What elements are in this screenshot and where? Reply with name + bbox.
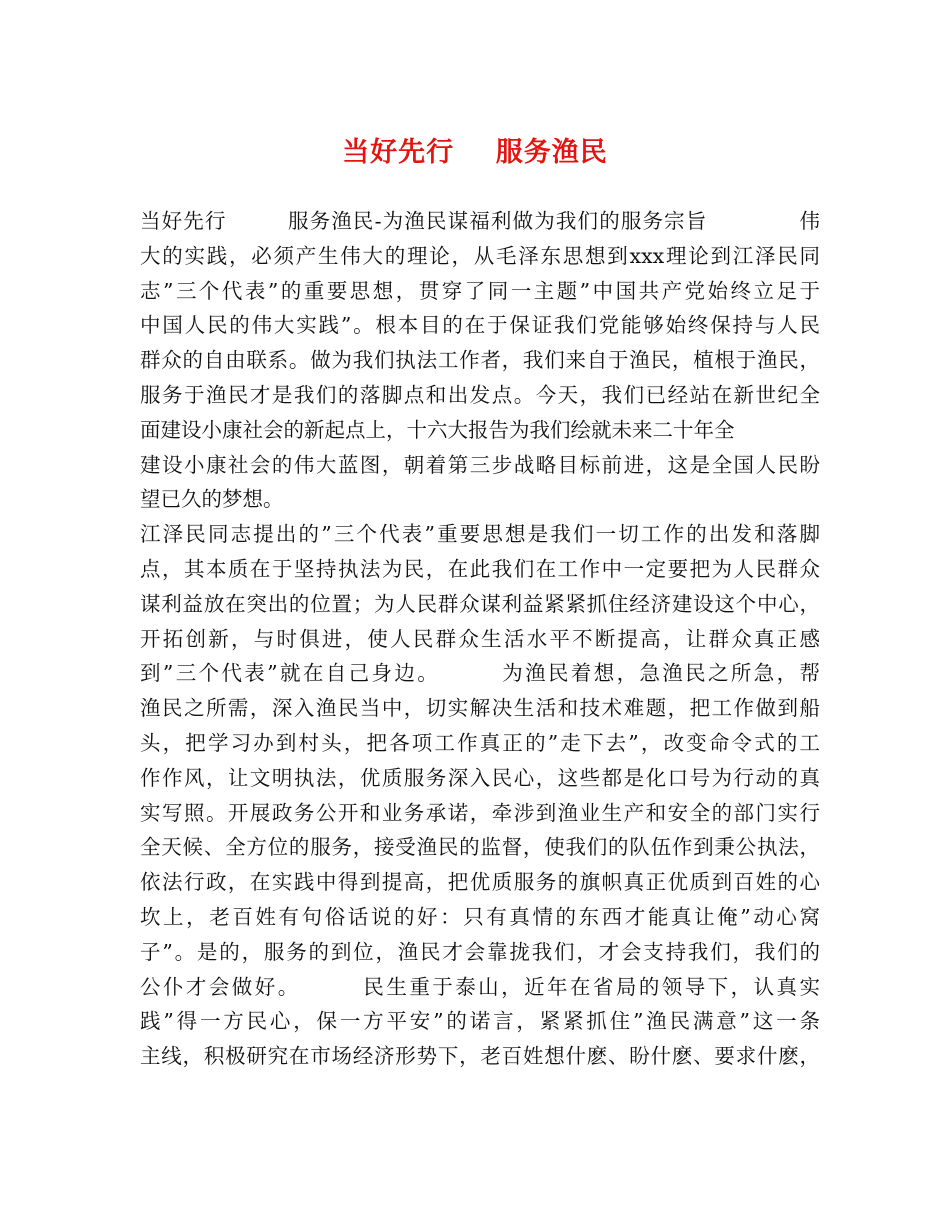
body-line: 望已久的梦想。 xyxy=(140,487,284,512)
body-line: 志”三个代表”的重要思想，贯穿了同一主题”中国共产党始终立足于 xyxy=(140,278,820,303)
body-line: 实写照。开展政务公开和业务承诺，牵涉到渔业生产和安全的部门实行 xyxy=(140,800,820,825)
body-line: 坎上，老百姓有句俗话说的好：只有真情的东西才能真让俺”动心窝 xyxy=(140,904,820,929)
body-line: 江泽民同志提出的”三个代表”重要思想是我们一切工作的出发和落脚 xyxy=(140,522,820,547)
body-line: 群众的自由联系。做为我们执法工作者，我们来自于渔民，植根于渔民， xyxy=(140,348,820,373)
body-line: 当好先行 服务渔民-为渔民谋福利做为我们的服务宗旨 伟 xyxy=(140,209,820,233)
body-line: 服务于渔民才是我们的落脚点和出发点。今天，我们已经站在新世纪全 xyxy=(140,382,820,407)
body-line: 谋利益放在突出的位置；为人民群众谋利益紧紧抓住经济建设这个中心， xyxy=(140,591,820,616)
document-body xyxy=(140,204,820,1074)
body-line: 到”三个代表”就在自己身边。 为渔民着想，急渔民之所急，帮 xyxy=(140,661,820,686)
document-title: 当好先行 服务渔民 xyxy=(342,137,608,168)
body-line: 中国人民的伟大实践”。根本目的在于保证我们党能够始终保持与人民 xyxy=(140,313,820,338)
body-line: 主线，积极研究在市场经济形势下，老百姓想什麽、盼什麽、要求什麽， xyxy=(140,1044,820,1069)
body-line: 开拓创新，与时俱进，使人民群众生活水平不断提高，让群众真正感 xyxy=(140,626,820,651)
body-line: 作作风，让文明执法，优质服务深入民心，这些都是化口号为行动的真 xyxy=(140,765,820,790)
body-line: 公仆才会做好。 民生重于泰山，近年在省局的领导下，认真实 xyxy=(140,974,820,999)
body-line: 大的实践，必须产生伟大的理论，从毛泽东思想到xxx理论到江泽民同 xyxy=(140,243,820,268)
body-line: 子”。是的，服务的到位，渔民才会靠拢我们，才会支持我们，我们的 xyxy=(140,939,820,964)
body-line: 面建设小康社会的新起点上，十六大报告为我们绘就未来二十年全 xyxy=(140,417,735,442)
body-line: 全天候、全方位的服务，接受渔民的监督，使我们的队伍作到秉公执法， xyxy=(140,835,820,860)
body-line: 渔民之所需，深入渔民当中，切实解决生活和技术难题，把工作做到船 xyxy=(140,696,820,721)
body-line: 头，把学习办到村头，把各项工作真正的”走下去”，改变命令式的工 xyxy=(140,730,820,755)
body-line: 依法行政，在实践中得到提高，把优质服务的旗帜真正优质到百姓的心 xyxy=(140,870,820,895)
body-line: 践”得一方民心，保一方平安”的诺言，紧紧抓住”渔民满意”这一条 xyxy=(140,1009,820,1034)
body-line: 点，其本质在于坚持执法为民，在此我们在工作中一定要把为人民群众 xyxy=(140,556,820,581)
body-line: 建设小康社会的伟大蓝图，朝着第三步战略目标前进，这是全国人民盼 xyxy=(140,452,820,477)
